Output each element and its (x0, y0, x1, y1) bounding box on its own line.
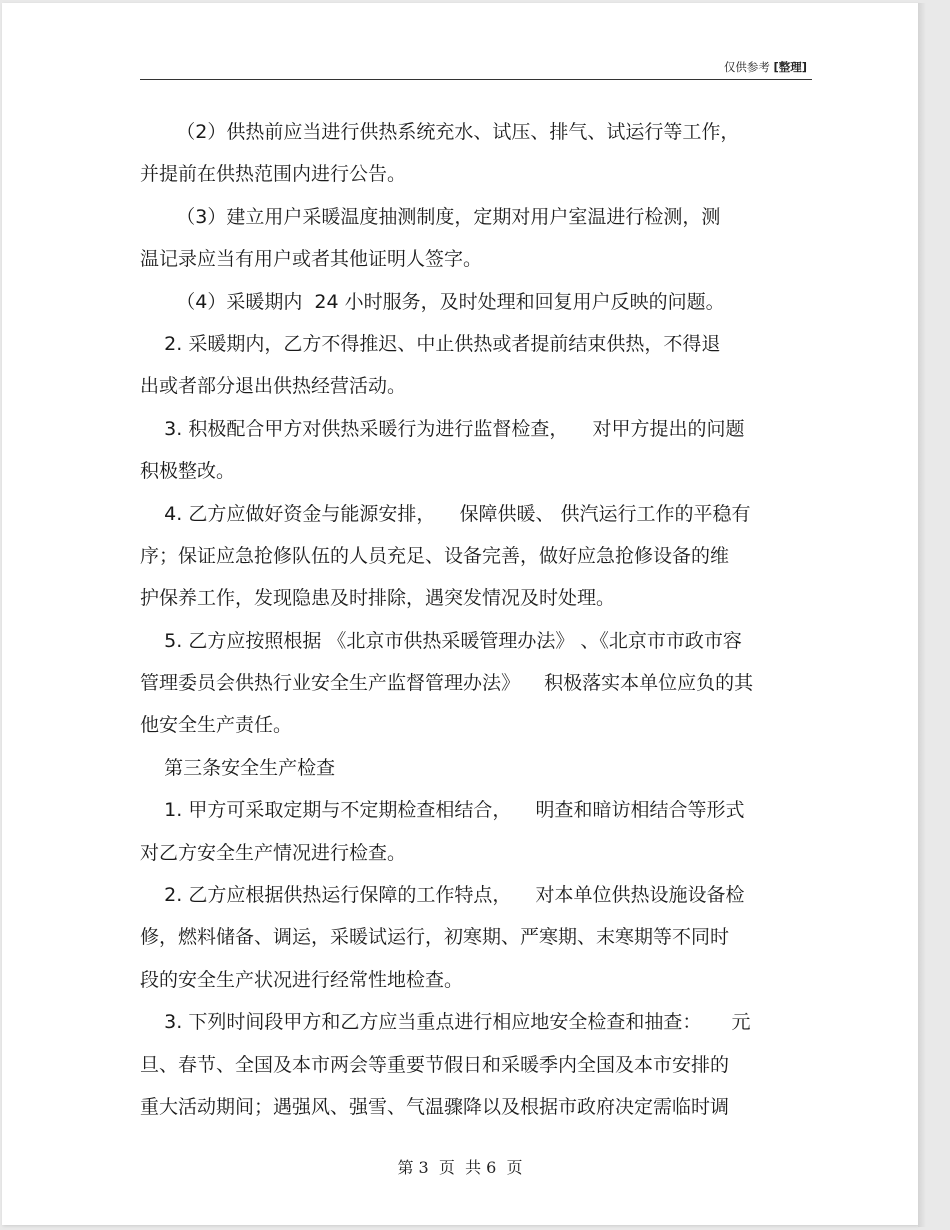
text-line: 重大活动期间；遇强风、强雪、气温骤降以及根据市政府决定需临时调 (140, 1095, 730, 1118)
text-line: 3. 积极配合甲方对供热采暖行为进行监督检查， 对甲方提出的问题 (140, 417, 745, 440)
header-note-label: 仅供参考 (723, 60, 770, 74)
text-line: 4. 乙方应做好资金与能源安排， 保障供暖、 供汽运行工作的平稳有 (140, 502, 751, 525)
text-line: 出或者部分退出供热经营活动。 (140, 375, 407, 398)
header-rule (140, 79, 812, 80)
header-note-bracket: [整理] (773, 60, 807, 74)
text-line: 并提前在供热范围内进行公告。 (140, 163, 407, 186)
text-line: 段的安全生产状况进行经常性地检查。 (140, 968, 464, 991)
page-footer: 第 3 页 共 6 页 (397, 1158, 523, 1177)
text-line: 3. 下列时间段甲方和乙方应当重点进行相应地安全检查和抽查： 元 (140, 1011, 751, 1034)
text-line: 护保养工作，发现隐患及时排除，遇突发情况及时处理。 (140, 587, 616, 610)
text-line: 第三条安全生产检查 (140, 756, 336, 779)
page-shadow (918, 3, 926, 1227)
text-line: （2）供热前应当进行供热系统充水、试压、排气、试运行等工作， (140, 121, 740, 143)
text-line: 5. 乙方应按照根据 《北京市供热采暖管理办法》 、《北京市市政市容 (140, 629, 742, 652)
text-line: （4）采暖期内 24 小时服务，及时处理和回复用户反映的问题。 (140, 290, 725, 313)
text-line: 旦、春节、全国及本市两会等重要节假日和采暖季内全国及本市安排的 (140, 1053, 730, 1076)
text-line: 修，燃料储备、调运，采暖试运行，初寒期、严寒期、末寒期等不同时 (140, 926, 730, 949)
text-line: 温记录应当有用户或者其他证明人签字。 (140, 248, 483, 271)
text-line: （3）建立用户采暖温度抽测制度，定期对用户室温进行检测，测 (140, 205, 721, 228)
text-line: 他安全生产责任。 (140, 714, 293, 737)
text-line: 序；保证应急抢修队伍的人员充足、设备完善，做好应急抢修设备的维 (140, 544, 730, 567)
text-line: 2. 采暖期内，乙方不得推迟、中止供热或者提前结束供热，不得退 (140, 332, 721, 355)
text-line: 2. 乙方应根据供热运行保障的工作特点， 对本单位供热设施设备检 (140, 884, 745, 907)
text-line: 对乙方安全生产情况进行检查。 (140, 841, 407, 864)
text-line: 管理委员会供热行业安全生产监督管理办法》 积极落实本单位应负的其 (140, 672, 754, 695)
body-text (140, 111, 820, 1128)
text-line: 积极整改。 (140, 460, 236, 483)
text-line: 1. 甲方可采取定期与不定期检查相结合， 明查和暗访相结合等形式 (140, 799, 745, 822)
header-note (724, 59, 807, 75)
document-page (2, 3, 918, 1225)
